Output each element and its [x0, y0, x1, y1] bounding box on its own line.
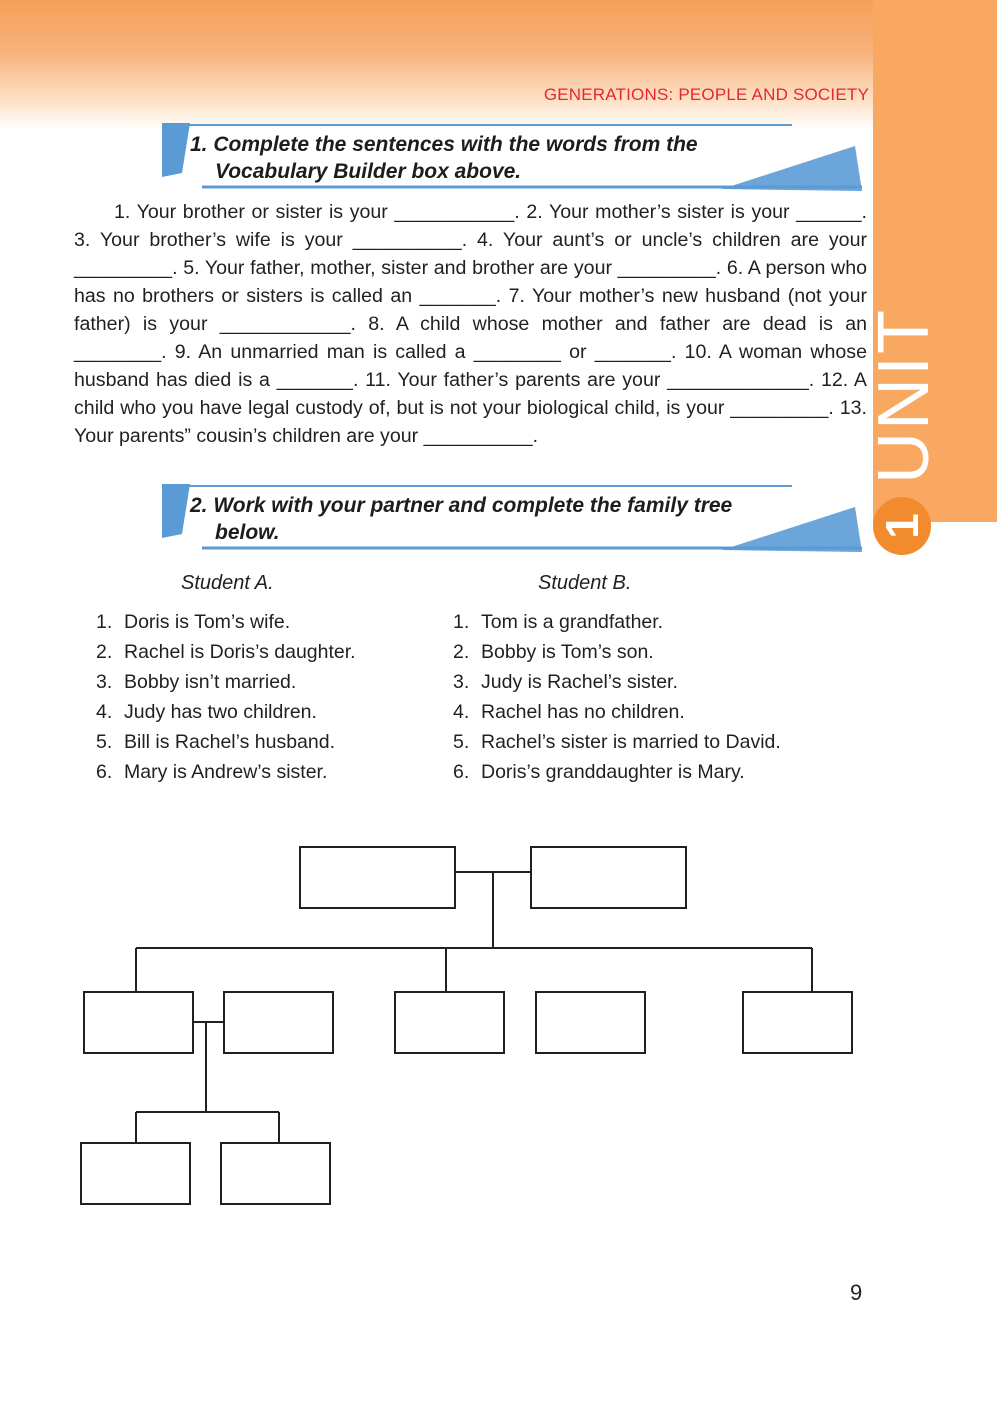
task2-title-line1: 2. Work with your partner and complete the family tree: [190, 494, 733, 517]
item-text: Tom is a grandfather.: [481, 611, 664, 633]
student-a-heading: Student A.: [181, 572, 274, 594]
item-number: 3.: [96, 671, 113, 693]
student-b-heading: Student B.: [538, 572, 632, 594]
unit-label: UNIT: [864, 308, 944, 484]
exercise1-paragraph: 1. Your brother or sister is your ___________. 2. Your mother’s sister is your ______. 3. Your brother’s wife is your __________. 4. Your aunt’s or uncle’s children are your _________. 5. Your father, mother, sister and brother are your _________. 6. A person who has no brothers or sisters is called an _______. 7. Your mother’s new husband (not your father) is your ____________. 8. A child whose mother and father are dead is an ________. 9. An unmarried man is called a ________ or _______. 10. A woman whose husband has died is a _______. 11. Your father’s parents are your _____________. 12. A child who you have legal custody of, but is not your biological child, is your _________. 13. Your parents” cousin’s children are your __________.: [74, 201, 867, 447]
item-text: Bill is Rachel’s husband.: [124, 731, 336, 753]
item-text: Mary is Andrew’s sister.: [124, 761, 328, 783]
item-text: Rachel has no children.: [481, 701, 685, 723]
item-number: 1.: [96, 611, 113, 633]
item-text: Rachel’s sister is married to David.: [481, 731, 781, 753]
item-number: 1.: [453, 611, 470, 633]
tree-box-child-3[interactable]: [743, 992, 852, 1053]
task1-title-line1: 1. Complete the sentences with the words from the: [190, 133, 698, 156]
item-number: 4.: [453, 701, 470, 723]
tree-box-spouse-1[interactable]: [224, 992, 333, 1053]
item-number: 2.: [96, 641, 113, 663]
tree-box-grandparent-2[interactable]: [531, 847, 686, 908]
running-head: GENERATIONS: PEOPLE AND SOCIETY: [543, 85, 869, 104]
item-number: 3.: [453, 671, 470, 693]
tree-box-child-2[interactable]: [395, 992, 504, 1053]
item-text: Judy is Rachel’s sister.: [481, 671, 678, 693]
item-number: 5.: [453, 731, 470, 753]
item-number: 6.: [96, 761, 113, 783]
unit-number: 1: [876, 513, 928, 539]
page-number: 9: [850, 1280, 863, 1305]
item-text: Doris is Tom’s wife.: [124, 611, 291, 633]
item-number: 2.: [453, 641, 470, 663]
tree-box-spouse-2[interactable]: [536, 992, 645, 1053]
tree-box-grandchild-2[interactable]: [221, 1143, 330, 1204]
item-text: Bobby is Tom’s son.: [481, 641, 654, 663]
tree-box-grandchild-1[interactable]: [81, 1143, 190, 1204]
item-text: Judy has two children.: [124, 701, 317, 723]
item-text: Doris’s granddaughter is Mary.: [481, 761, 745, 783]
item-text: Bobby isn’t married.: [124, 671, 297, 693]
item-number: 6.: [453, 761, 470, 783]
item-number: 5.: [96, 731, 113, 753]
task1-title-line2: Vocabulary Builder box above.: [215, 160, 522, 183]
tree-box-child-1[interactable]: [84, 992, 193, 1053]
task2-title-line2: below.: [215, 521, 280, 544]
item-number: 4.: [96, 701, 113, 723]
item-text: Rachel is Doris’s daughter.: [124, 641, 356, 663]
tree-box-grandparent-1[interactable]: [300, 847, 455, 908]
